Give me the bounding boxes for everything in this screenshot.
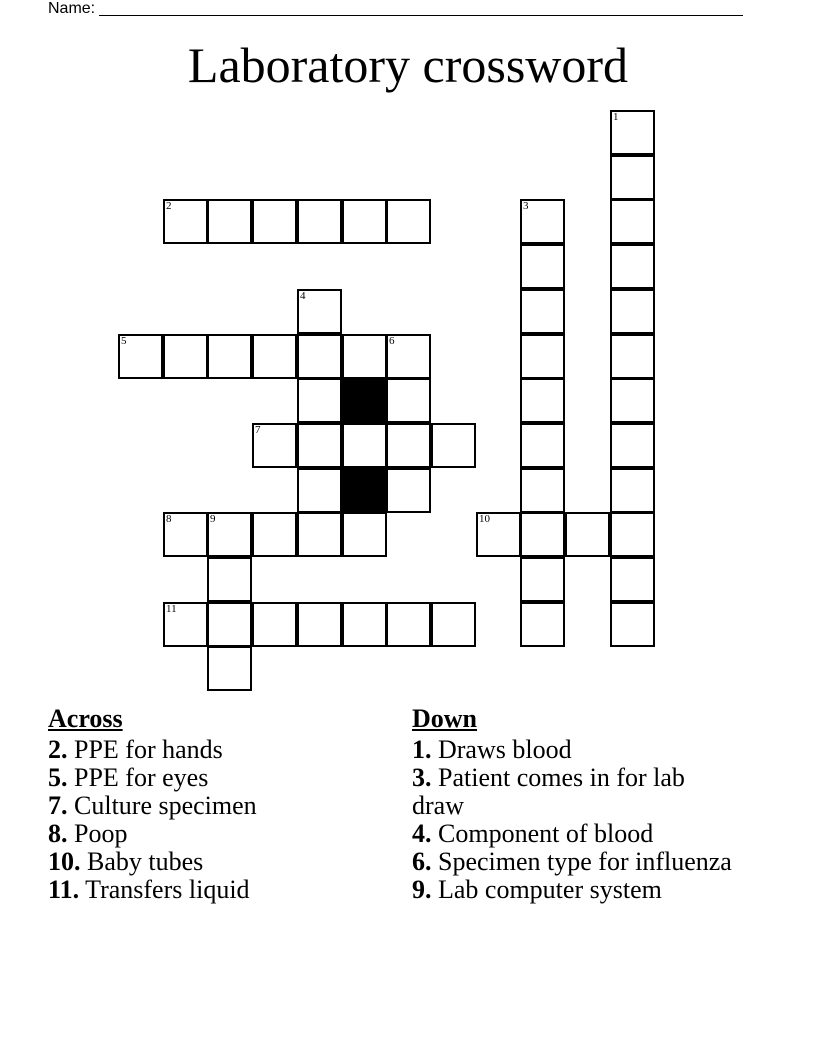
grid-cell-5[interactable] [118, 334, 163, 379]
grid-cell[interactable] [342, 602, 387, 647]
clue-number: 5 [121, 335, 127, 347]
grid-cell[interactable] [610, 334, 655, 379]
grid-cell-3[interactable] [520, 199, 565, 244]
grid-cell[interactable] [520, 602, 565, 647]
grid-cell[interactable] [207, 199, 252, 244]
grid-cell[interactable] [207, 334, 252, 379]
grid-cell[interactable] [610, 155, 655, 200]
grid-cell[interactable] [207, 602, 252, 647]
grid-cell[interactable] [386, 378, 431, 423]
grid-cell[interactable] [610, 289, 655, 334]
grid-cell[interactable] [386, 468, 431, 513]
grid-cell[interactable] [297, 378, 342, 423]
grid-cell[interactable] [520, 423, 565, 468]
clue-number: 3 [523, 200, 529, 212]
grid-cell[interactable] [610, 378, 655, 423]
grid-cell[interactable] [520, 512, 565, 557]
across-clue-5: 5. PPE for eyes [48, 763, 209, 792]
grid-cell[interactable] [386, 423, 431, 468]
grid-cell[interactable] [610, 557, 655, 602]
grid-cell[interactable] [297, 199, 342, 244]
grid-cell[interactable] [342, 512, 387, 557]
grid-cell[interactable] [520, 378, 565, 423]
down-clue-6: 6. Specimen type for influenza [412, 847, 732, 876]
across-heading: Across [48, 704, 123, 733]
down-heading: Down [412, 704, 478, 733]
across-clues [48, 704, 388, 904]
down-clue-9: 9. Lab computer system [412, 875, 662, 904]
clue-number: 8 [166, 513, 172, 525]
across-clue-10: 10. Baby tubes [48, 847, 204, 876]
grid-cell-4[interactable] [297, 289, 342, 334]
grid-cell[interactable] [520, 289, 565, 334]
grid-cell[interactable] [297, 334, 342, 379]
down-clue-4: 4. Component of blood [412, 819, 654, 848]
down-clue-1: 1. Draws blood [412, 735, 572, 764]
grid-cell[interactable] [252, 602, 297, 647]
page-title: Laboratory crossword [187, 37, 629, 93]
clue-number: 10 [479, 513, 490, 525]
grid-cell[interactable] [342, 423, 387, 468]
grid-cell-10[interactable] [476, 512, 521, 557]
grid-cell[interactable] [610, 512, 655, 557]
name-label: Name: [48, 0, 96, 17]
grid-cell-6[interactable] [386, 334, 431, 379]
grid-cell-7[interactable] [252, 423, 297, 468]
grid-cell-11[interactable] [163, 602, 208, 647]
grid-cell[interactable] [252, 512, 297, 557]
grid-cell[interactable] [610, 423, 655, 468]
clue-number: 9 [210, 513, 216, 525]
grid-cell[interactable] [207, 557, 252, 602]
across-clue-8: 8. Poop [48, 819, 128, 848]
grid-cell[interactable] [163, 334, 208, 379]
grid-cell[interactable] [520, 468, 565, 513]
grid-cell-8[interactable] [163, 512, 208, 557]
grid-cell[interactable] [431, 423, 476, 468]
grid-cell[interactable] [297, 468, 342, 513]
grid-cell[interactable] [297, 423, 342, 468]
grid-cell-9[interactable] [207, 512, 252, 557]
grid-cell[interactable] [610, 244, 655, 289]
grid-cell-1[interactable] [610, 110, 655, 155]
down-clue-3: 3. Patient comes in for lab draw [412, 763, 685, 820]
across-clue-11: 11. Transfers liquid [48, 875, 250, 904]
grid-cell[interactable] [610, 468, 655, 513]
grid-cell-2[interactable] [163, 199, 208, 244]
clue-number: 7 [255, 424, 261, 436]
clue-number: 11 [166, 603, 177, 615]
across-clue-2: 2. PPE for hands [48, 735, 223, 764]
grid-cell[interactable] [252, 199, 297, 244]
black-cell [342, 378, 387, 423]
grid-cell[interactable] [520, 244, 565, 289]
clue-number: 4 [300, 290, 306, 302]
grid-cell[interactable] [342, 199, 387, 244]
grid-cell[interactable] [431, 602, 476, 647]
grid-cell[interactable] [610, 199, 655, 244]
grid-cell[interactable] [565, 512, 610, 557]
grid-cell[interactable] [520, 557, 565, 602]
grid-cell[interactable] [297, 602, 342, 647]
grid-cell[interactable] [520, 334, 565, 379]
grid-cell[interactable] [386, 602, 431, 647]
clue-number: 6 [389, 335, 395, 347]
across-clue-7: 7. Culture specimen [48, 791, 257, 820]
grid-cell[interactable] [610, 602, 655, 647]
clue-number: 2 [166, 200, 172, 212]
grid-cell[interactable] [342, 334, 387, 379]
grid-cell[interactable] [252, 334, 297, 379]
down-clues [412, 704, 742, 904]
black-cell [342, 468, 387, 513]
grid-cell[interactable] [207, 646, 252, 691]
clue-number: 1 [613, 111, 619, 123]
grid-cell[interactable] [386, 199, 431, 244]
grid-cell[interactable] [297, 512, 342, 557]
